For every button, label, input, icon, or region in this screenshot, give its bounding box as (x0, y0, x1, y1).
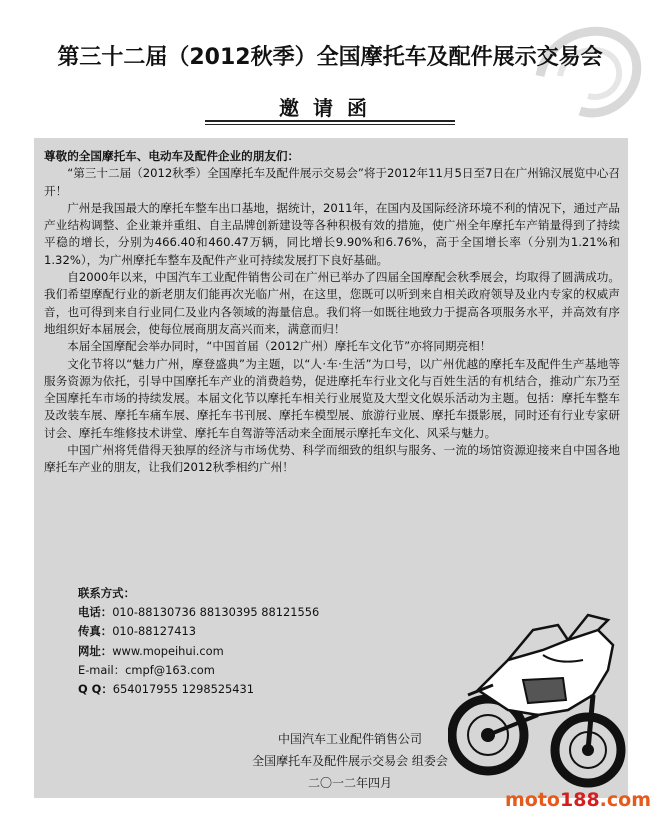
contact-qq (78, 680, 418, 699)
email-label: E-mail： (78, 662, 126, 677)
contact-heading: 联系方式： (78, 586, 135, 600)
subtitle: 邀请函 (279, 96, 381, 120)
signature-committee: 全国摩托车及配件展示交易会 组委会 (252, 754, 448, 768)
watermark-prefix: moto (505, 789, 560, 811)
page-title: 第三十二届（2012秋季）全国摩托车及配件展示交易会 (57, 45, 603, 70)
signature-date: 二〇一二年四月 (307, 776, 392, 790)
salutation: 尊敬的全国摩托车、电动车及配件企业的朋友们： (44, 149, 300, 163)
phone-value: 010-88130736 88130395 88121556 (112, 605, 320, 620)
fax-value: 010-88127413 (112, 624, 197, 639)
contact-web (78, 642, 418, 661)
email-link[interactable]: cmpf@163.com (125, 662, 215, 677)
contact-fax (78, 622, 418, 641)
web-link[interactable]: www.mopeihui.com (112, 643, 224, 658)
fax-label: 传真： (78, 624, 113, 639)
qq-label: Q Q： (78, 682, 113, 697)
contact-block (78, 584, 418, 699)
qq-value: 654017955 1298525431 (112, 682, 255, 697)
contact-phone (78, 603, 418, 622)
paragraph-1: “第三十二届（2012秋季）全国摩托车及配件展示交易会”将于2012年11月5日至7日在广州锦汉展览中心召开！ (44, 166, 620, 198)
contact-email (78, 661, 418, 680)
paragraph-2: 广州是我国最大的摩托车整车出口基地，据统计，2011年，在国内及国际经济环境不利的情况下，通过产品产业结构调整、企业兼并重组、自主品牌创新建设等各种积极有效的措施，使广州全年摩托车产销量得到了持续平稳的增长，分别为466.40和460.47万辆，同比增长9.90%和6.76%，高于全国增长率（分别为1.21%和1.32%），为广州摩托车整车及配件产业可持续发展打下良好基础。 (44, 200, 620, 267)
watermark-suffix: .com (599, 789, 652, 811)
subtitle-underline-thin (205, 124, 455, 125)
web-label: 网址： (78, 643, 113, 658)
motorcycle-icon (448, 600, 633, 795)
phone-label: 电话： (78, 605, 113, 620)
swirl-logo-icon (520, 6, 650, 136)
site-watermark (505, 789, 651, 811)
signature-org: 中国汽车工业配件销售公司 (277, 732, 422, 746)
watermark-number: 188 (560, 789, 600, 811)
paragraph-6: 中国广州将凭借得天独厚的经济与市场优势、科学而细致的组织与服务、一流的场馆资源迎接来自中国各地摩托车产业的朋友，让我们2012秋季相约广州！ (44, 443, 620, 475)
paragraph-5: 文化节将以“魅力广州，摩登盛典”为主题，以“人·车·生活”为口号，以广州优越的摩托车及配件生产基地等服务资源为依托，引导中国摩托车产业的消费趋势，促进摩托车行业文化与百姓生活的有机结合，推动广东乃至全国摩托车市场的持续发展。本届文化节以摩托车相关行业展览及大型文化娱乐活动为主题。包括：摩托车整车及改装车展、摩托车痛车展、摩托车书刊展、摩托车模型展、旅游行业展、摩托车摄影展，同时还有行业专家研讨会、摩托车维修技术讲堂、摩托车自驾游等活动来全面展示摩托车文化、风采与魅力。 (44, 356, 620, 440)
subtitle-underline (205, 120, 455, 122)
subtitle-block (205, 90, 455, 130)
paragraph-4: 本届全国摩配会举办同时，“中国首届（2012广州）摩托车文化节”亦将同期亮相！ (67, 339, 492, 354)
paragraph-3: 自2000年以来，中国汽车工业配件销售公司在广州已举办了四届全国摩配会秋季展会，均取得了圆满成功。我们希望摩配行业的新老朋友们能再次光临广州，在这里，您既可以听到来自相关政府领导及业内专家的权威声音，也可得到来自行业同仁及业内各领域的海量信息。我们将一如既往地致力于提高各项服务水平，并高效有序地组织好本届展会，使每位展商朋友高兴而来，满意而归！ (44, 270, 620, 336)
letter-body (44, 148, 620, 477)
